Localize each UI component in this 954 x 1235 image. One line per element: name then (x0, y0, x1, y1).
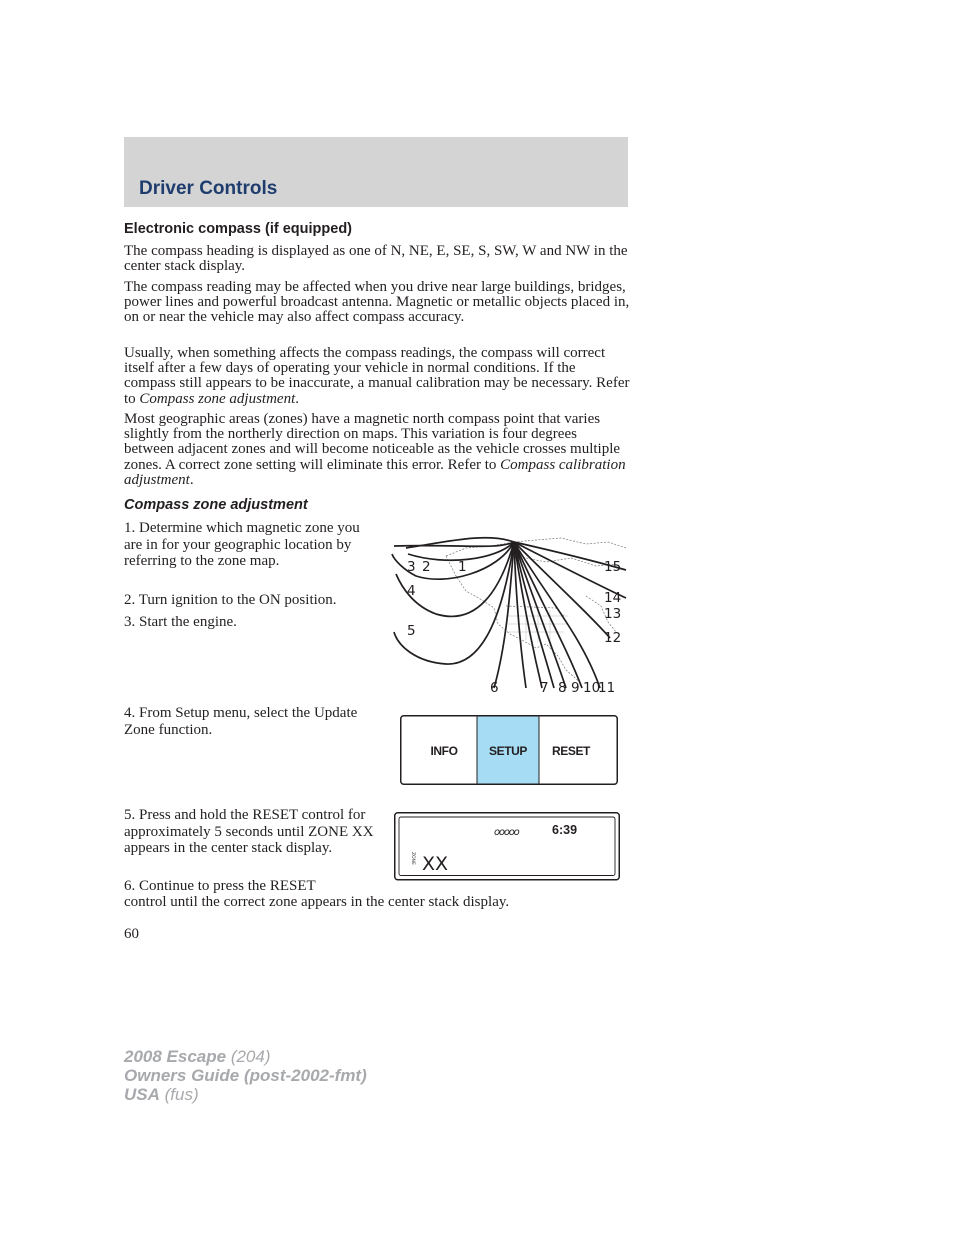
setup-menu-display (400, 715, 618, 785)
zone-label: 3 (407, 559, 416, 575)
zone-label: 4 (407, 583, 416, 599)
paragraph-1: The compass heading is displayed as one of N, NE, E, SE, S, SW, W and NW in the center stack display. (124, 243, 628, 275)
zone-label: 1 (458, 559, 467, 575)
section-title: Driver Controls (139, 178, 278, 199)
step-1: 1. Determine which magnetic zone you are in for your geographic location by referring to the zone map. (124, 520, 360, 569)
footer (124, 1047, 367, 1104)
zone-word: ZONE (410, 852, 415, 865)
footer-line-3 (124, 1085, 367, 1104)
footer-line-2 (124, 1066, 367, 1085)
paragraph-3-text: Usually, when something affects the compass readings, the compass will correct itself after a few days of operating your vehicle in normal conditions. If the compass still appears to be inaccurate, a manual calibration may be necessary. Refer to (124, 345, 630, 407)
clock-time: 6:39 (552, 823, 578, 837)
paragraph-3 (124, 346, 630, 407)
setup-button[interactable]: SETUP (488, 744, 528, 758)
zone-label: 6 (490, 680, 499, 696)
step-5: 5. Press and hold the RESET control for approximately 5 seconds until ZONE XX appears in the center stack display. (124, 807, 374, 856)
zone-label: 13 (604, 606, 622, 622)
footer-model-code: (204) (226, 1047, 271, 1066)
step-6-continued: control until the correct zone appears in the center stack display. (124, 894, 510, 910)
footer-line-1 (124, 1047, 367, 1066)
page-number: 60 (124, 926, 139, 942)
footer-market-code: (fus) (159, 1085, 199, 1104)
step-2: 2. Turn ignition to the ON position. (124, 592, 337, 608)
paragraph-2: The compass reading may be affected when you drive near large buildings, bridges, power lines and powerful broadcast antenna. Magnetic or metallic objects placed in, on or near the vehicle may also affect compass accuracy. (124, 279, 630, 326)
zone-label: 7 (540, 680, 549, 696)
zone-label: 12 (604, 630, 622, 646)
zone-value: XX (422, 853, 449, 875)
paragraph-4 (124, 412, 630, 488)
step-6: 6. Continue to press the RESET (124, 878, 316, 894)
zone-label: 5 (407, 623, 416, 639)
footer-guide: Owners Guide (post-2002-fmt) (124, 1066, 367, 1085)
paragraph-4-end: . (189, 471, 194, 488)
zone-label: 14 (604, 590, 622, 606)
zone-map (386, 536, 632, 698)
footer-model: 2008 Escape (124, 1047, 227, 1066)
link-compass-zone-adjustment[interactable]: Compass zone adjustment (139, 390, 296, 407)
map-grid (508, 610, 568, 646)
reset-button[interactable]: RESET (551, 744, 591, 758)
status-symbols: ooooo (494, 827, 519, 838)
step-3: 3. Start the engine. (124, 614, 237, 630)
link-compass-calibration-adjustment[interactable]: Compass calibration adjustment (124, 456, 626, 488)
zone-label: 2 (422, 559, 431, 575)
zone-adjustment-heading: Compass zone adjustment (124, 497, 308, 513)
paragraph-3-end: . (295, 390, 300, 407)
zone-label: 11 (598, 680, 616, 696)
paragraph-4-text: Most geographic areas (zones) have a magnetic north compass point that varies slightly from the northerly direction on maps. This variation is four degrees between adjacent zones and will become noticeable as the vehicle crosses multiple zones. A correct zone setting will eliminate this error. Refer to (124, 411, 621, 473)
zone-display (394, 812, 620, 882)
zone-label: 9 (571, 680, 580, 696)
info-button[interactable]: INFO (430, 744, 458, 758)
zone-label: 8 (558, 680, 567, 696)
zone-label: 15 (604, 559, 622, 575)
footer-market: USA (124, 1085, 160, 1104)
step-4: 4. From Setup menu, select the Update Zone function. (124, 705, 358, 738)
zone-label: 10 (583, 680, 601, 696)
compass-heading: Electronic compass (if equipped) (124, 221, 353, 237)
